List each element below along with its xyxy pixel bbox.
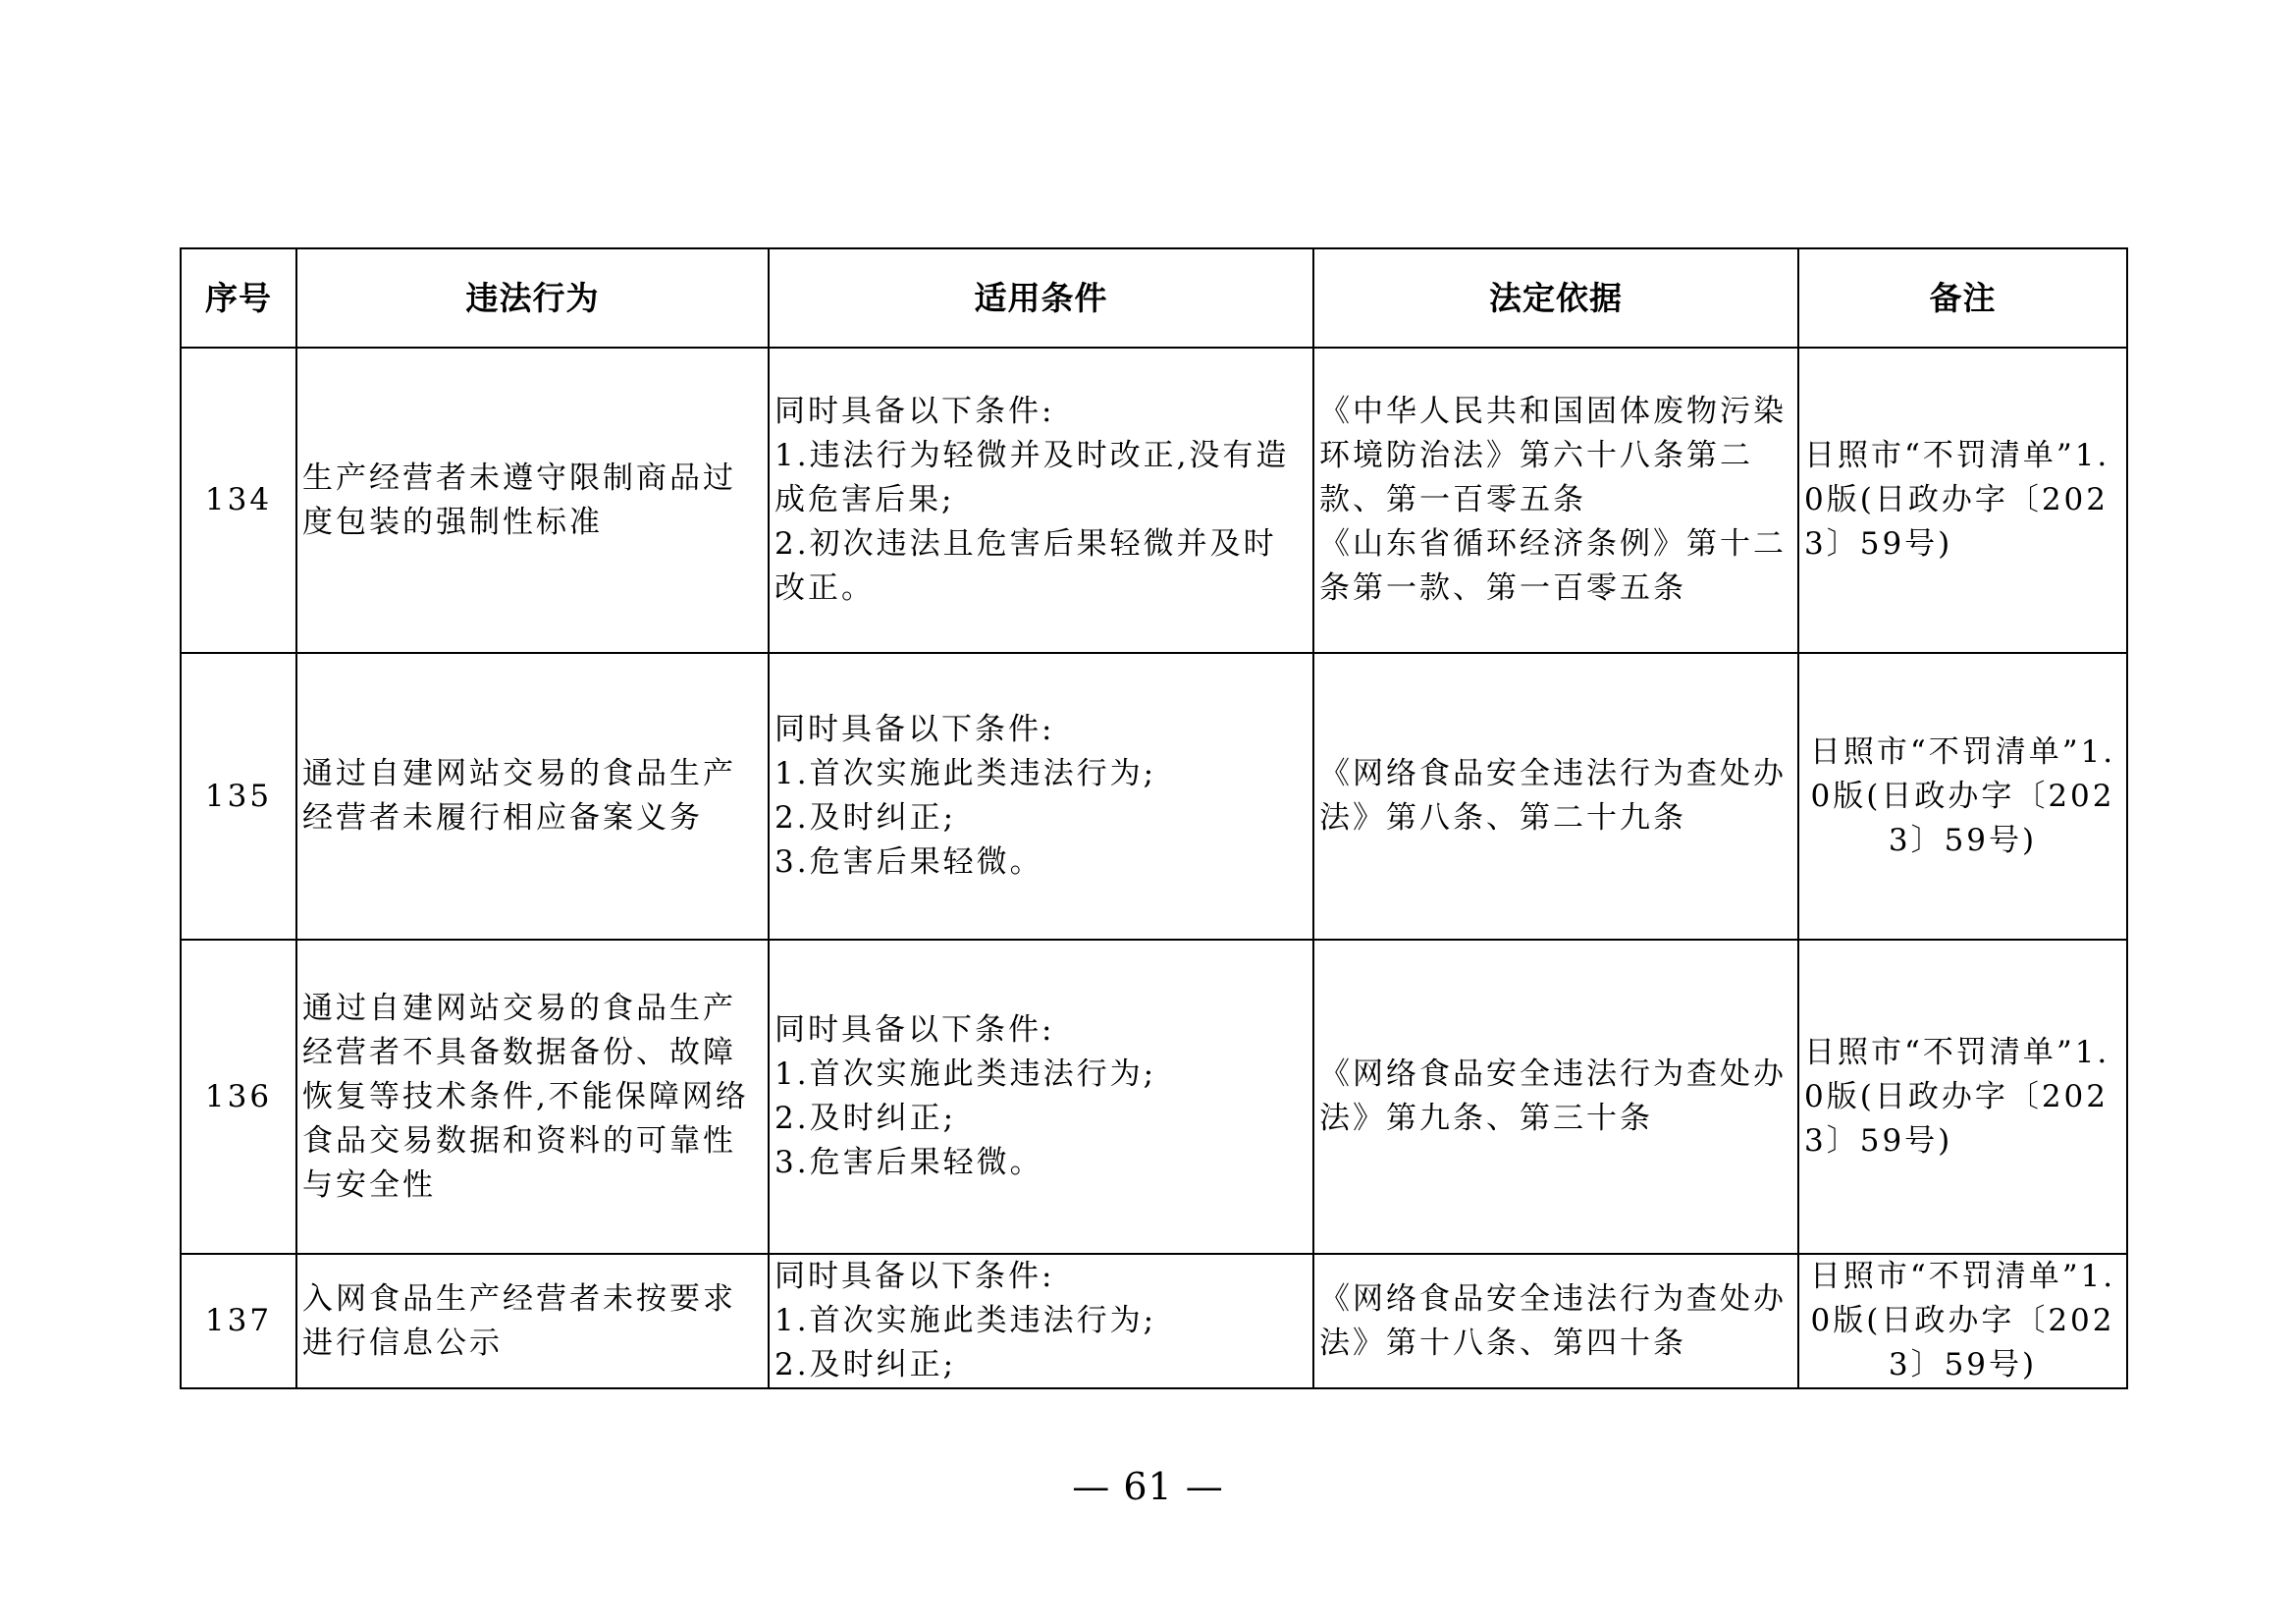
table-row bbox=[181, 940, 2127, 1254]
condition-line: 1.首次实施此类违法行为; bbox=[774, 756, 1157, 791]
behavior-cell: 生产经营者未遵守限制商品过度包装的强制性标准 bbox=[296, 348, 769, 653]
behavior-cell: 通过自建网站交易的食品生产经营者未履行相应备案义务 bbox=[296, 653, 769, 940]
condition-line: 同时具备以下条件: bbox=[774, 394, 1055, 429]
behavior-cell: 入网食品生产经营者未按要求进行信息公示 bbox=[296, 1254, 769, 1388]
conditions-cell bbox=[769, 653, 1313, 940]
note-cell: 日照市“不罚清单”1.0版(日政办字〔2023〕59号) bbox=[1798, 348, 2127, 653]
table-header-row bbox=[181, 248, 2127, 348]
basis-line: 《山东省循环经济条例》第十二条第一款、第一百零五条 bbox=[1319, 526, 1787, 606]
conditions-cell bbox=[769, 1254, 1313, 1388]
penalty-exemption-table bbox=[180, 247, 2128, 1389]
header-basis: 法定依据 bbox=[1313, 248, 1798, 348]
basis-cell bbox=[1313, 940, 1798, 1254]
page-number: — 61 — bbox=[1072, 1465, 1224, 1508]
table-row bbox=[181, 653, 2127, 940]
basis-line: 《中华人民共和国固体废物污染环境防治法》第六十八条第二款、第一百零五条 bbox=[1319, 394, 1787, 517]
row-number: 136 bbox=[181, 940, 296, 1254]
basis-cell bbox=[1313, 653, 1798, 940]
condition-line: 2.及时纠正; bbox=[774, 1101, 957, 1136]
condition-line: 1.首次实施此类违法行为; bbox=[774, 1303, 1157, 1338]
table-row bbox=[181, 348, 2127, 653]
basis-line: 《网络食品安全违法行为查处办法》第八条、第二十九条 bbox=[1319, 756, 1787, 836]
note-cell: 日照市“不罚清单”1.0版(日政办字〔2023〕59号) bbox=[1798, 1254, 2127, 1388]
header-no: 序号 bbox=[181, 248, 296, 348]
table-row bbox=[181, 1254, 2127, 1388]
condition-line: 同时具备以下条件: bbox=[774, 1012, 1055, 1048]
header-behavior: 违法行为 bbox=[296, 248, 769, 348]
condition-line: 3.危害后果轻微。 bbox=[774, 844, 1043, 880]
note-cell: 日照市“不罚清单”1.0版(日政办字〔2023〕59号) bbox=[1798, 940, 2127, 1254]
condition-line: 2.初次违法且危害后果轻微并及时改正。 bbox=[774, 526, 1277, 606]
header-note: 备注 bbox=[1798, 248, 2127, 348]
condition-line: 3.危害后果轻微。 bbox=[774, 1145, 1043, 1180]
row-number: 134 bbox=[181, 348, 296, 653]
condition-line: 同时具备以下条件: bbox=[774, 1259, 1055, 1294]
row-number: 135 bbox=[181, 653, 296, 940]
header-conditions: 适用条件 bbox=[769, 248, 1313, 348]
condition-line: 2.及时纠正; bbox=[774, 800, 957, 836]
row-number: 137 bbox=[181, 1254, 296, 1388]
conditions-cell bbox=[769, 348, 1313, 653]
condition-line: 2.及时纠正; bbox=[774, 1347, 957, 1382]
behavior-cell: 通过自建网站交易的食品生产经营者不具备数据备份、故障恢复等技术条件,不能保障网络食品交易数据和资料的可靠性与安全性 bbox=[296, 940, 769, 1254]
condition-line: 1.首次实施此类违法行为; bbox=[774, 1056, 1157, 1092]
conditions-cell bbox=[769, 940, 1313, 1254]
basis-cell bbox=[1313, 348, 1798, 653]
basis-cell bbox=[1313, 1254, 1798, 1388]
basis-line: 《网络食品安全违法行为查处办法》第十八条、第四十条 bbox=[1319, 1280, 1787, 1361]
condition-line: 1.违法行为轻微并及时改正,没有造成危害后果; bbox=[774, 438, 1290, 517]
condition-line: 同时具备以下条件: bbox=[774, 712, 1055, 747]
basis-line: 《网络食品安全违法行为查处办法》第九条、第三十条 bbox=[1319, 1056, 1787, 1136]
note-cell: 日照市“不罚清单”1.0版(日政办字〔2023〕59号) bbox=[1798, 653, 2127, 940]
